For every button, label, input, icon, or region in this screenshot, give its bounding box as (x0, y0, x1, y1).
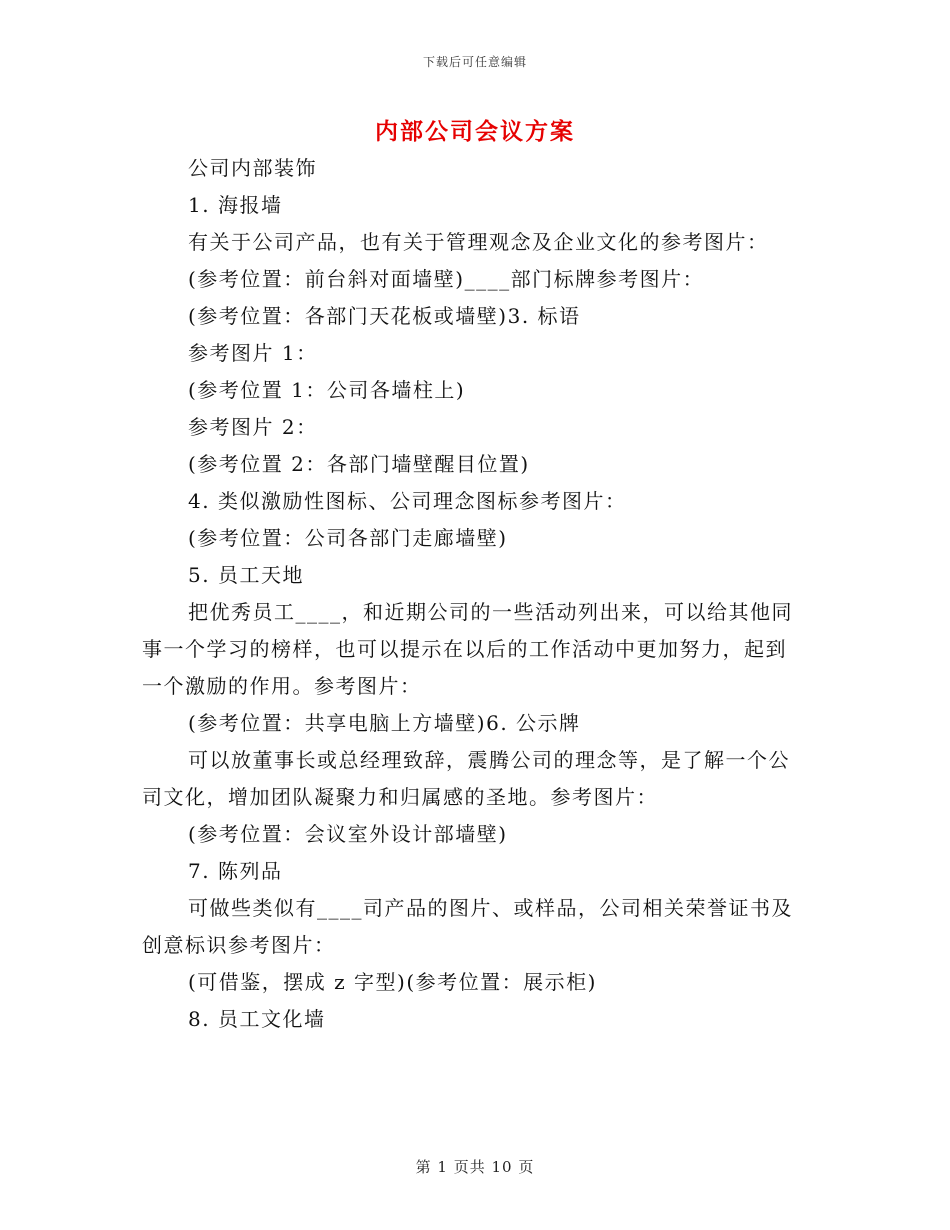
paragraph-line: 把优秀员工____，和近期公司的一些活动列出来，可以给其他同 (188, 600, 793, 624)
section-heading: 公司内部装饰 (188, 156, 317, 180)
paragraph-line: 参考图片 2： (188, 415, 318, 439)
paragraph-line: 一个激励的作用。参考图片： (142, 674, 422, 698)
paragraph-line: 有关于公司产品，也有关于管理观念及企业文化的参考图片： (188, 230, 769, 254)
paragraph-line: (参考位置：前台斜对面墙壁)____部门标牌参考图片： (188, 267, 705, 291)
item-heading: 4. 类似激励性图标、公司理念图标参考图片： (188, 489, 627, 513)
document-body (142, 150, 802, 1038)
item-heading: 8. 员工文化墙 (188, 1007, 326, 1031)
paragraph-line: (参考位置：共享电脑上方墙壁)6. 公示牌 (188, 711, 581, 735)
item-heading: 1. 海报墙 (188, 193, 283, 217)
item-heading: 5. 员工天地 (188, 563, 304, 587)
page-number: 第 1 页共 10 页 (415, 1158, 535, 1176)
paragraph-line: 可以放董事长或总经理致辞，震腾公司的理念等，是了解一个公 (188, 748, 790, 772)
paragraph-line: 可做些类似有____司产品的图片、或样品，公司相关荣誉证书及 (188, 896, 793, 920)
paragraph-line: 参考图片 1： (188, 341, 318, 365)
paragraph-line: (可借鉴，摆成 z 字型)(参考位置：展示柜) (188, 970, 597, 994)
paragraph-line: (参考位置：各部门天花板或墙壁)3. 标语 (188, 304, 581, 328)
document-title: 内部公司会议方案 (375, 118, 575, 145)
page-header: 下载后可任意编辑 (422, 55, 527, 69)
paragraph-line: 创意标识参考图片： (142, 933, 336, 957)
paragraph-line: (参考位置 2：各部门墙壁醒目位置) (188, 452, 530, 476)
paragraph-line: (参考位置：会议室外设计部墙壁) (188, 822, 508, 846)
item-heading: 7. 陈列品 (188, 859, 283, 883)
paragraph-line: 司文化，增加团队凝聚力和归属感的圣地。参考图片： (142, 785, 658, 809)
paragraph-line: 事一个学习的榜样，也可以提示在以后的工作活动中更加努力，起到 (142, 637, 787, 661)
paragraph-line: (参考位置：公司各部门走廊墙壁) (188, 526, 508, 550)
paragraph-line: (参考位置 1：公司各墙柱上) (188, 378, 466, 402)
